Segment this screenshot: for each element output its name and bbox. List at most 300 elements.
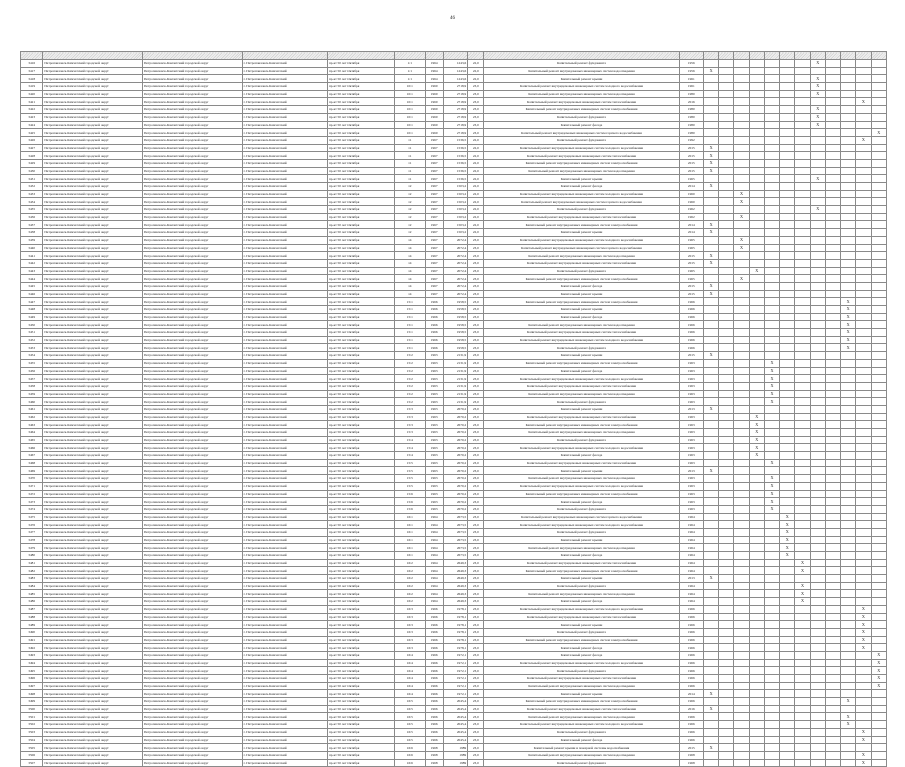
mark-cell: [703, 513, 718, 521]
table-cell: Петропавловск-Камчатский городской округ: [142, 67, 242, 75]
table-cell: Петропавловск-Камчатский городской округ: [142, 429, 242, 437]
mark-cell: [703, 751, 718, 759]
mark-cell: [871, 121, 886, 129]
mark-cell: [703, 336, 718, 344]
table-cell: Петропавловск-Камчатский городской округ: [43, 567, 143, 575]
table-cell: Петропавловск-Камчатский городской округ: [43, 475, 143, 483]
mark-cell: [780, 690, 795, 698]
table-cell: Петропавловск-Камчатский городской округ: [43, 759, 143, 767]
mark-cell: [780, 306, 795, 314]
table-cell: 1963: [679, 459, 703, 467]
table-cell: г. Петропавловск-Камчатский: [242, 167, 327, 175]
table-cell: 23,0: [468, 359, 484, 367]
table-cell: 1968: [425, 744, 443, 752]
table-cell: 3486: [21, 598, 43, 606]
mark-cell: [795, 667, 810, 675]
table-cell: 1980: [679, 121, 703, 129]
table-cell: 12: [395, 183, 425, 191]
mark-cell: X: [856, 98, 871, 106]
mark-cell: [703, 536, 718, 544]
table-cell: 1963: [425, 498, 443, 506]
table-cell: г. Петропавловск-Камчатский: [242, 67, 327, 75]
table-cell: г. Петропавловск-Камчатский: [242, 528, 327, 536]
mark-cell: [871, 282, 886, 290]
table-cell: 1503,2: [443, 198, 467, 206]
mark-cell: X: [841, 344, 856, 352]
mark-cell: [703, 436, 718, 444]
table-cell: пр-кт 50 лет Октября: [327, 605, 394, 613]
table-cell: 3494: [21, 659, 43, 667]
table-cell: 3452: [21, 336, 43, 344]
table-row: [21, 628, 887, 636]
mark-cell: [841, 252, 856, 260]
table-row: [21, 575, 887, 583]
table-row: [21, 136, 887, 144]
mark-cell: [795, 90, 810, 98]
mark-cell: [749, 367, 764, 375]
table-cell: 16/3: [395, 613, 425, 621]
table-cell: 3425: [21, 129, 43, 137]
mark-cell: [719, 651, 734, 659]
table-cell: 22,0: [468, 213, 484, 221]
mark-cell: [871, 736, 886, 744]
mark-cell: [719, 759, 734, 767]
table-cell: Петропавловск-Камчатский городской округ: [43, 698, 143, 706]
table-cell: Петропавловск-Камчатский городской округ: [142, 444, 242, 452]
mark-cell: [825, 229, 840, 237]
mark-cell: [764, 282, 779, 290]
table-cell: Петропавловск-Камчатский городской округ: [43, 490, 143, 498]
table-cell: пр-кт 50 лет Октября: [327, 298, 394, 306]
mark-cell: [841, 759, 856, 767]
table-cell: 1966: [425, 336, 443, 344]
mark-cell: [764, 98, 779, 106]
mark-cell: [749, 129, 764, 137]
table-cell: 3497: [21, 682, 43, 690]
mark-cell: [749, 236, 764, 244]
table-cell: Петропавловск-Камчатский городской округ: [43, 344, 143, 352]
mark-cell: [795, 459, 810, 467]
table-cell: 2718,9: [443, 106, 467, 114]
mark-cell: [749, 405, 764, 413]
table-cell: 1980: [679, 106, 703, 114]
mark-cell: [764, 236, 779, 244]
mark-cell: [825, 498, 840, 506]
table-cell: Петропавловск-Камчатский городской округ: [43, 206, 143, 214]
table-cell: Петропавловск-Камчатский городской округ: [43, 198, 143, 206]
table-cell: г. Петропавловск-Камчатский: [242, 459, 327, 467]
mark-cell: [841, 575, 856, 583]
mark-cell: [856, 713, 871, 721]
table-row: [21, 659, 887, 667]
table-cell: 1966: [425, 313, 443, 321]
mark-cell: [841, 159, 856, 167]
mark-cell: [810, 528, 825, 536]
table-row: [21, 736, 887, 744]
table-cell: 1963: [679, 429, 703, 437]
mark-cell: [841, 206, 856, 214]
mark-cell: [780, 344, 795, 352]
table-cell: г. Петропавловск-Камчатский: [242, 413, 327, 421]
mark-cell: [810, 329, 825, 337]
table-cell: 2131,9: [443, 390, 467, 398]
table-cell: 14: [395, 236, 425, 244]
table-cell: 16/4: [395, 667, 425, 675]
mark-cell: [795, 413, 810, 421]
table-cell: 15/1: [395, 344, 425, 352]
mark-cell: [780, 705, 795, 713]
table-cell: 1966: [425, 682, 443, 690]
table-cell: пр-кт 50 лет Октября: [327, 628, 394, 636]
table-cell: Капитальный ремонт фасада: [484, 282, 679, 290]
mark-cell: [856, 67, 871, 75]
mark-cell: [810, 167, 825, 175]
table-cell: Капитальный ремонт фасада: [484, 367, 679, 375]
table-cell: Петропавловск-Камчатский городской округ: [43, 244, 143, 252]
mark-cell: [749, 552, 764, 560]
mark-cell: [871, 405, 886, 413]
mark-cell: [703, 129, 718, 137]
mark-cell: [780, 198, 795, 206]
table-row: [21, 682, 887, 690]
table-cell: Петропавловск-Камчатский городской округ: [142, 759, 242, 767]
table-cell: Капитальный ремонт внутридомовых инженерных систем теплоснабжения: [484, 382, 679, 390]
mark-cell: [719, 498, 734, 506]
mark-cell: [764, 421, 779, 429]
mark-cell: [871, 244, 886, 252]
table-cell: 23,0: [468, 559, 484, 567]
table-cell: пр-кт 50 лет Октября: [327, 728, 394, 736]
mark-cell: [780, 275, 795, 283]
mark-cell: [780, 582, 795, 590]
mark-cell: [749, 644, 764, 652]
mark-cell: X: [856, 605, 871, 613]
mark-cell: [856, 306, 871, 314]
table-cell: Петропавловск-Камчатский городской округ: [43, 459, 143, 467]
mark-cell: [719, 436, 734, 444]
mark-cell: [856, 313, 871, 321]
mark-cell: [871, 221, 886, 229]
mark-cell: [734, 298, 749, 306]
mark-cell: [810, 152, 825, 160]
table-cell: г. Петропавловск-Камчатский: [242, 382, 327, 390]
mark-cell: [856, 498, 871, 506]
table-cell: 2670,2: [443, 467, 467, 475]
table-row: [21, 321, 887, 329]
mark-cell: [810, 567, 825, 575]
table-cell: Петропавловск-Камчатский городской округ: [142, 682, 242, 690]
table-cell: 3419: [21, 83, 43, 91]
mark-cell: [871, 621, 886, 629]
mark-cell: [734, 359, 749, 367]
mark-cell: [719, 375, 734, 383]
mark-cell: [749, 667, 764, 675]
table-cell: 2718,9: [443, 83, 467, 91]
mark-cell: [825, 390, 840, 398]
table-cell: 12: [395, 198, 425, 206]
mark-cell: [856, 167, 871, 175]
mark-cell: [719, 106, 734, 114]
table-row: [21, 367, 887, 375]
mark-cell: [810, 513, 825, 521]
mark-cell: [749, 490, 764, 498]
mark-cell: [734, 67, 749, 75]
header-cell: [825, 52, 840, 60]
table-cell: 2670,2: [443, 405, 467, 413]
mark-cell: [734, 521, 749, 529]
mark-cell: [856, 429, 871, 437]
mark-cell: [780, 359, 795, 367]
table-cell: Петропавловск-Камчатский городской округ: [142, 405, 242, 413]
table-cell: 15/4: [395, 444, 425, 452]
mark-cell: [825, 713, 840, 721]
table-cell: 2015: [679, 152, 703, 160]
mark-cell: [703, 675, 718, 683]
table-cell: Капитальный ремонт внутридомовых инженерных систем водоотведения: [484, 475, 679, 483]
mark-cell: [795, 175, 810, 183]
mark-cell: [810, 498, 825, 506]
header-cell: [734, 52, 749, 60]
mark-cell: [841, 559, 856, 567]
table-cell: 3475: [21, 513, 43, 521]
table-cell: 23,0: [468, 667, 484, 675]
table-row: [21, 106, 887, 114]
mark-cell: [825, 206, 840, 214]
mark-cell: [871, 198, 886, 206]
mark-cell: [764, 452, 779, 460]
table-cell: 16/5: [395, 698, 425, 706]
mark-cell: X: [871, 682, 886, 690]
table-cell: Петропавловск-Камчатский городской округ: [43, 675, 143, 683]
table-cell: 16/5: [395, 736, 425, 744]
table-cell: Петропавловск-Камчатский городской округ: [142, 590, 242, 598]
mark-cell: [810, 452, 825, 460]
table-cell: 15/5: [395, 459, 425, 467]
table-cell: г. Петропавловск-Камчатский: [242, 198, 327, 206]
table-cell: 3435: [21, 206, 43, 214]
table-cell: 1967: [425, 206, 443, 214]
table-cell: 1966: [425, 605, 443, 613]
table-cell: Петропавловск-Камчатский городской округ: [142, 751, 242, 759]
table-cell: г. Петропавловск-Камчатский: [242, 567, 327, 575]
table-cell: Капитальный ремонт внутридомовых инженерных систем теплоснабжения: [484, 259, 679, 267]
mark-cell: [703, 344, 718, 352]
mark-cell: [825, 129, 840, 137]
mark-cell: [764, 436, 779, 444]
mark-cell: [780, 721, 795, 729]
mark-cell: [856, 452, 871, 460]
mark-cell: [795, 198, 810, 206]
table-cell: 1966: [425, 321, 443, 329]
mark-cell: [825, 290, 840, 298]
table-cell: 14: [395, 267, 425, 275]
table-cell: Капитальный ремонт внутридомовых инженерных систем водоотведения: [484, 90, 679, 98]
mark-cell: [780, 67, 795, 75]
table-row: [21, 544, 887, 552]
mark-cell: [780, 613, 795, 621]
mark-cell: [719, 321, 734, 329]
table-cell: 23,0: [468, 367, 484, 375]
mark-cell: [749, 621, 764, 629]
header-cell: [871, 52, 886, 60]
mark-cell: [825, 559, 840, 567]
mark-cell: [825, 521, 840, 529]
mark-cell: [810, 382, 825, 390]
table-cell: Петропавловск-Камчатский городской округ: [43, 690, 143, 698]
table-cell: 2670,2: [443, 475, 467, 483]
mark-cell: [810, 705, 825, 713]
mark-cell: X: [780, 521, 795, 529]
table-cell: г. Петропавловск-Камчатский: [242, 482, 327, 490]
table-cell: 3439: [21, 236, 43, 244]
table-cell: 2649,3: [443, 582, 467, 590]
mark-cell: [764, 690, 779, 698]
mark-cell: [825, 621, 840, 629]
table-cell: 1503,2: [443, 221, 467, 229]
mark-cell: [795, 221, 810, 229]
mark-cell: [841, 190, 856, 198]
table-cell: 2718,9: [443, 121, 467, 129]
table-cell: 2072,4: [443, 259, 467, 267]
mark-cell: [719, 152, 734, 160]
mark-cell: [810, 598, 825, 606]
mark-cell: [780, 659, 795, 667]
table-cell: г. Петропавловск-Камчатский: [242, 113, 327, 121]
mark-cell: X: [703, 352, 718, 360]
table-row: [21, 352, 887, 360]
table-cell: 1963: [425, 490, 443, 498]
table-cell: Капитальный ремонт внутридомовых инженерных систем холодного водоснабжения: [484, 375, 679, 383]
mark-cell: [871, 459, 886, 467]
table-cell: Петропавловск-Камчатский городской округ: [43, 290, 143, 298]
table-cell: Капитальный ремонт фундамента: [484, 113, 679, 121]
table-cell: пр-кт 50 лет Октября: [327, 698, 394, 706]
mark-cell: [856, 513, 871, 521]
mark-cell: [703, 521, 718, 529]
mark-cell: [764, 598, 779, 606]
table-cell: Петропавловск-Камчатский городской округ: [142, 482, 242, 490]
mark-cell: [734, 559, 749, 567]
table-cell: Петропавловск-Камчатский городской округ: [142, 252, 242, 260]
table-cell: 16/6: [395, 759, 425, 767]
mark-cell: [856, 459, 871, 467]
mark-cell: [856, 229, 871, 237]
mark-cell: [841, 136, 856, 144]
table-cell: 2131,9: [443, 359, 467, 367]
table-cell: 16/1: [395, 521, 425, 529]
table-cell: 3427: [21, 144, 43, 152]
table-cell: 23,0: [468, 306, 484, 314]
mark-cell: [780, 675, 795, 683]
mark-cell: [825, 90, 840, 98]
mark-cell: [825, 759, 840, 767]
table-cell: 1503,2: [443, 229, 467, 237]
mark-cell: [749, 713, 764, 721]
mark-cell: [825, 605, 840, 613]
mark-cell: [841, 567, 856, 575]
table-cell: 15/1: [395, 329, 425, 337]
mark-cell: [856, 651, 871, 659]
table-cell: Петропавловск-Камчатский городской округ: [43, 275, 143, 283]
mark-cell: [841, 106, 856, 114]
mark-cell: [734, 252, 749, 260]
mark-cell: [703, 728, 718, 736]
mark-cell: [871, 444, 886, 452]
mark-cell: [795, 544, 810, 552]
table-cell: 2649,3: [443, 590, 467, 598]
table-cell: 23,0: [468, 375, 484, 383]
table-cell: 3479: [21, 544, 43, 552]
table-cell: 23,0: [468, 313, 484, 321]
mark-cell: [764, 183, 779, 191]
table-cell: Капитальный ремонт фундамента: [484, 759, 679, 767]
mark-cell: X: [703, 252, 718, 260]
mark-cell: [825, 213, 840, 221]
table-cell: 1964: [425, 598, 443, 606]
mark-cell: [780, 736, 795, 744]
table-cell: Капитальный ремонт внутридомовых инженерных систем горячего водоснабжения: [484, 129, 679, 137]
mark-cell: [825, 467, 840, 475]
mark-cell: [825, 682, 840, 690]
mark-cell: [703, 682, 718, 690]
table-cell: Петропавловск-Камчатский городской округ: [43, 575, 143, 583]
table-row: [21, 121, 887, 129]
mark-cell: [841, 436, 856, 444]
header-cell: [425, 52, 443, 60]
mark-cell: X: [703, 467, 718, 475]
mark-cell: [780, 682, 795, 690]
table-cell: 1/1: [395, 67, 425, 75]
table-cell: пр-кт 50 лет Октября: [327, 359, 394, 367]
table-cell: 1956: [679, 60, 703, 68]
mark-cell: [810, 713, 825, 721]
table-cell: 23,0: [468, 628, 484, 636]
table-cell: пр-кт 50 лет Октября: [327, 336, 394, 344]
mark-cell: [749, 313, 764, 321]
table-cell: г. Петропавловск-Камчатский: [242, 544, 327, 552]
mark-cell: [856, 275, 871, 283]
table-cell: Капитальный ремонт внутридомовых инженерных систем холодного водоснабжения: [484, 721, 679, 729]
mark-cell: [780, 651, 795, 659]
mark-cell: [810, 582, 825, 590]
mark-cell: [825, 744, 840, 752]
table-cell: г. Петропавловск-Камчатский: [242, 613, 327, 621]
mark-cell: [825, 190, 840, 198]
mark-cell: [734, 329, 749, 337]
table-cell: пр-кт 50 лет Октября: [327, 275, 394, 283]
mark-cell: [841, 60, 856, 68]
mark-cell: [795, 244, 810, 252]
mark-cell: [719, 721, 734, 729]
table-cell: 2014: [679, 229, 703, 237]
mark-cell: [825, 375, 840, 383]
mark-cell: [734, 628, 749, 636]
mark-cell: [719, 690, 734, 698]
table-cell: г. Петропавловск-Камчатский: [242, 621, 327, 629]
table-cell: 14: [395, 244, 425, 252]
mark-cell: [719, 252, 734, 260]
mark-cell: [841, 582, 856, 590]
mark-cell: [734, 267, 749, 275]
table-cell: 12: [395, 190, 425, 198]
mark-cell: [871, 344, 886, 352]
table-cell: 22,0: [468, 67, 484, 75]
table-cell: 1960: [425, 90, 443, 98]
mark-cell: [764, 659, 779, 667]
table-cell: 1966: [425, 621, 443, 629]
table-cell: пр-кт 50 лет Октября: [327, 405, 394, 413]
mark-cell: [780, 375, 795, 383]
